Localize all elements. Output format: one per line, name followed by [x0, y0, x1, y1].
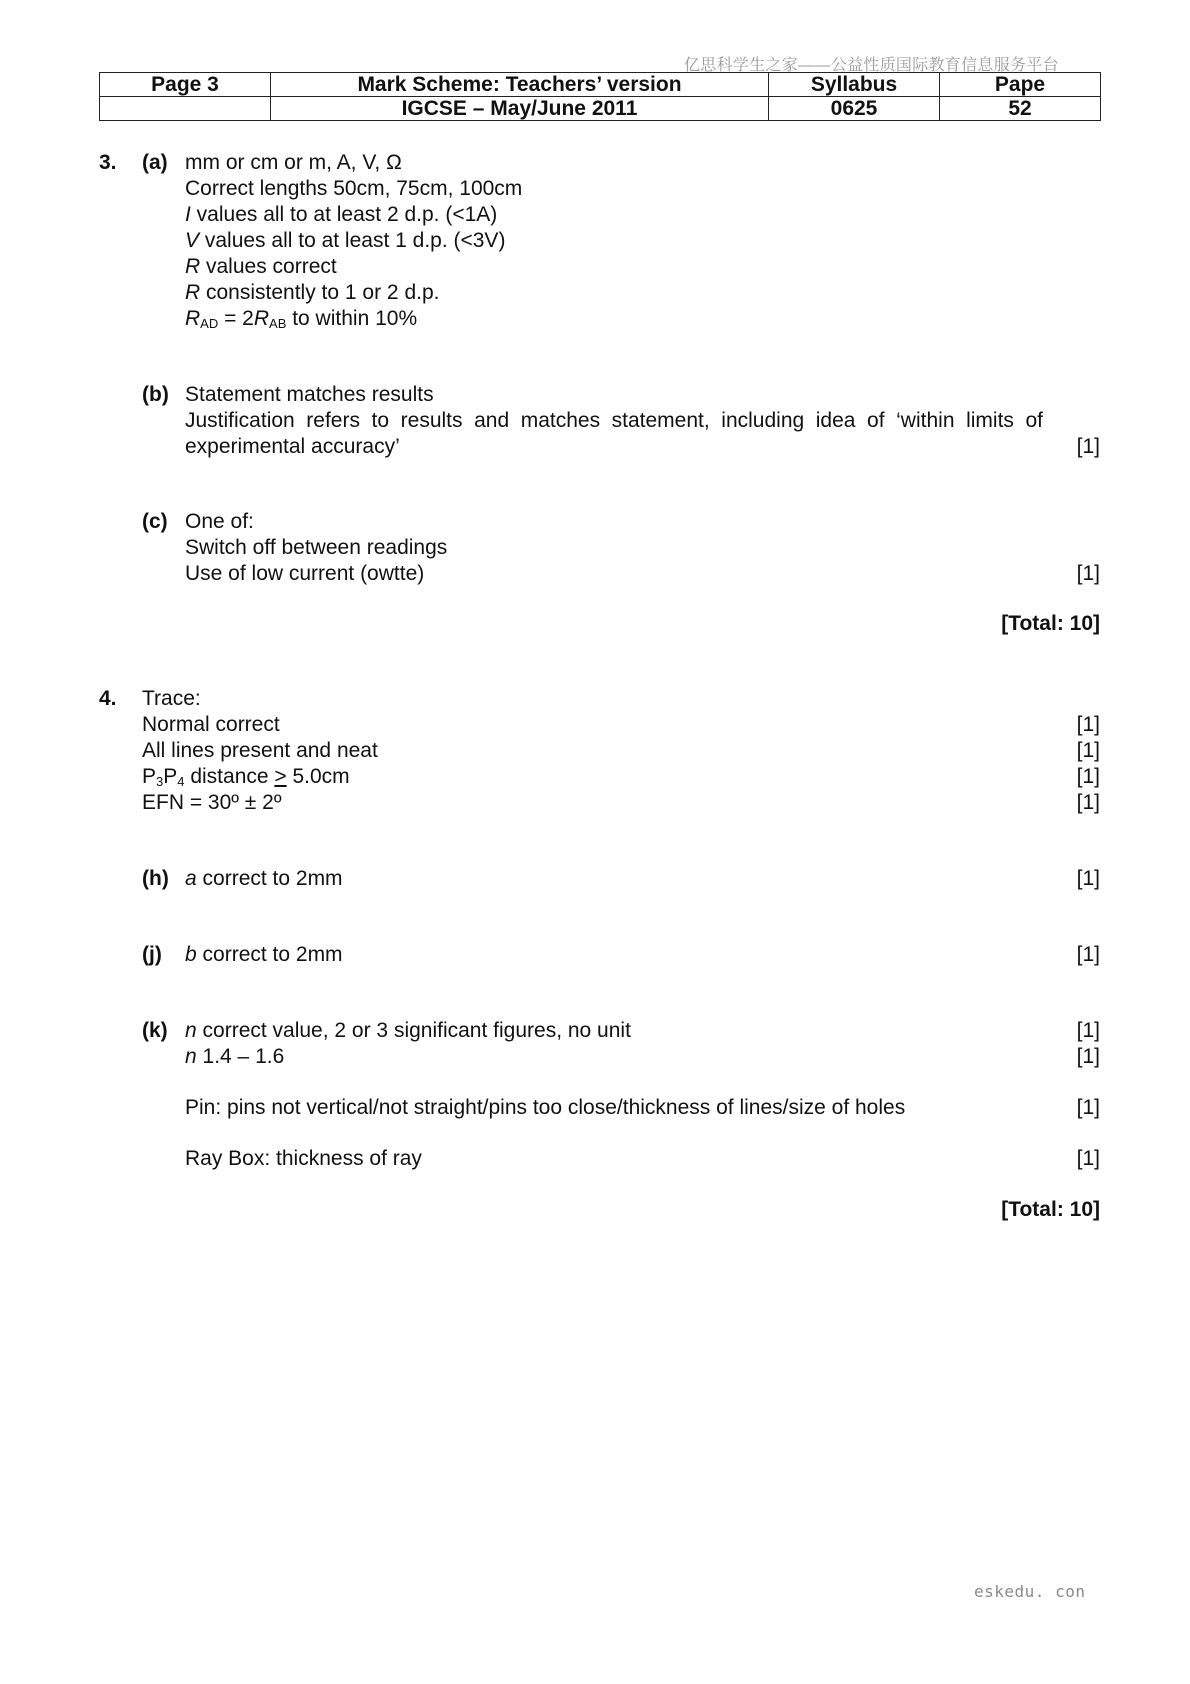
header-syllabus-label: Syllabus	[769, 73, 940, 97]
q4-pin-distance: $P_3P_4$ distance > 5.0cm	[142, 765, 350, 789]
q4-pin-distance-mark: [1]	[1076, 765, 1100, 788]
header-title: Mark Scheme: Teachers’ version	[271, 73, 769, 97]
q3c-low-current: Use of low current (owtte)	[185, 562, 425, 585]
q4k-pin-sources: Pin: pins not vertical/not straight/pins too close/thickness of lines/size of holes	[185, 1096, 906, 1119]
q3a-resistance-ratio: $R_{AD} = 2R_{AB}$ to within 10%	[185, 307, 418, 331]
q3b-label: (b)	[142, 383, 169, 406]
q3a-current-values: I values all to at least 2 d.p. (<1A)	[185, 203, 498, 226]
header-table	[99, 72, 1101, 121]
header-exam: IGCSE – May/June 2011	[271, 97, 769, 121]
q4k-label: (k)	[142, 1019, 168, 1042]
q4j-mark: [1]	[1076, 943, 1100, 966]
q4h-mark: [1]	[1076, 867, 1100, 890]
q4k-correct-value-mark: [1]	[1076, 1019, 1100, 1042]
q4-lines-mark: [1]	[1076, 739, 1100, 762]
watermark-top: 亿思科学生之家——公益性质国际教育信息服务平台	[684, 57, 1059, 74]
q3b-mark: [1]	[1076, 435, 1100, 458]
q4k-ray-mark: [1]	[1076, 1147, 1100, 1170]
q4-trace-heading: Trace:	[142, 687, 201, 710]
q3b-statement: Statement matches results	[185, 383, 434, 406]
q4-total: [Total: 10]	[1001, 1198, 1100, 1221]
header-syllabus-code: 0625	[769, 97, 940, 121]
q4-normal: Normal correct	[142, 713, 280, 736]
q3c-switch-off: Switch off between readings	[185, 536, 448, 559]
q4-lines: All lines present and neat	[142, 739, 378, 762]
q3a-lengths: Correct lengths 50cm, 75cm, 100cm	[185, 177, 523, 200]
watermark-bottom: eskedu. con	[974, 1582, 1086, 1601]
q3a-resistance-dp: R consistently to 1 or 2 d.p.	[185, 281, 440, 304]
q3b-justification: Justification refers to results and matches statement, including idea of ‘within limits of	[185, 409, 1043, 432]
q4k-pin-mark: [1]	[1076, 1096, 1100, 1119]
q3c-mark: [1]	[1076, 562, 1100, 585]
q3a-units: mm or cm or m, A, V, Ω	[185, 151, 402, 174]
q4k-ray-box: Ray Box: thickness of ray	[185, 1147, 422, 1170]
q4-number: 4.	[99, 687, 117, 710]
q4j-text: b correct to 2mm	[185, 943, 343, 966]
header-row-1	[100, 73, 1101, 97]
q4k-correct-value: n correct value, 2 or 3 significant figures, no unit	[185, 1019, 631, 1042]
q3a-label: (a)	[142, 151, 168, 174]
q4j-label: (j)	[142, 943, 162, 966]
q3a-resistance-correct: R values correct	[185, 255, 337, 278]
q4-angle-mark: [1]	[1076, 791, 1100, 814]
q4-normal-mark: [1]	[1076, 713, 1100, 736]
q3a-voltage-values: V values all to at least 1 d.p. (<3V)	[185, 229, 506, 252]
q3b-accuracy: experimental accuracy’	[185, 435, 400, 458]
q3c-label: (c)	[142, 510, 168, 533]
header-paper-label: Pape	[940, 73, 1101, 97]
header-paper-number: 52	[940, 97, 1101, 121]
q3-total: [Total: 10]	[1001, 612, 1100, 635]
q4h-label: (h)	[142, 867, 169, 890]
header-row-2	[100, 97, 1101, 121]
q4h-text: a correct to 2mm	[185, 867, 343, 890]
q4k-range: n 1.4 – 1.6	[185, 1045, 285, 1068]
q3-number: 3.	[99, 151, 117, 174]
q4-angle: EFN = 30º ± 2º	[142, 791, 282, 814]
header-empty-cell	[100, 97, 271, 121]
q4k-range-mark: [1]	[1076, 1045, 1100, 1068]
q3c-one-of: One of:	[185, 510, 254, 533]
header-page: Page 3	[100, 73, 271, 97]
